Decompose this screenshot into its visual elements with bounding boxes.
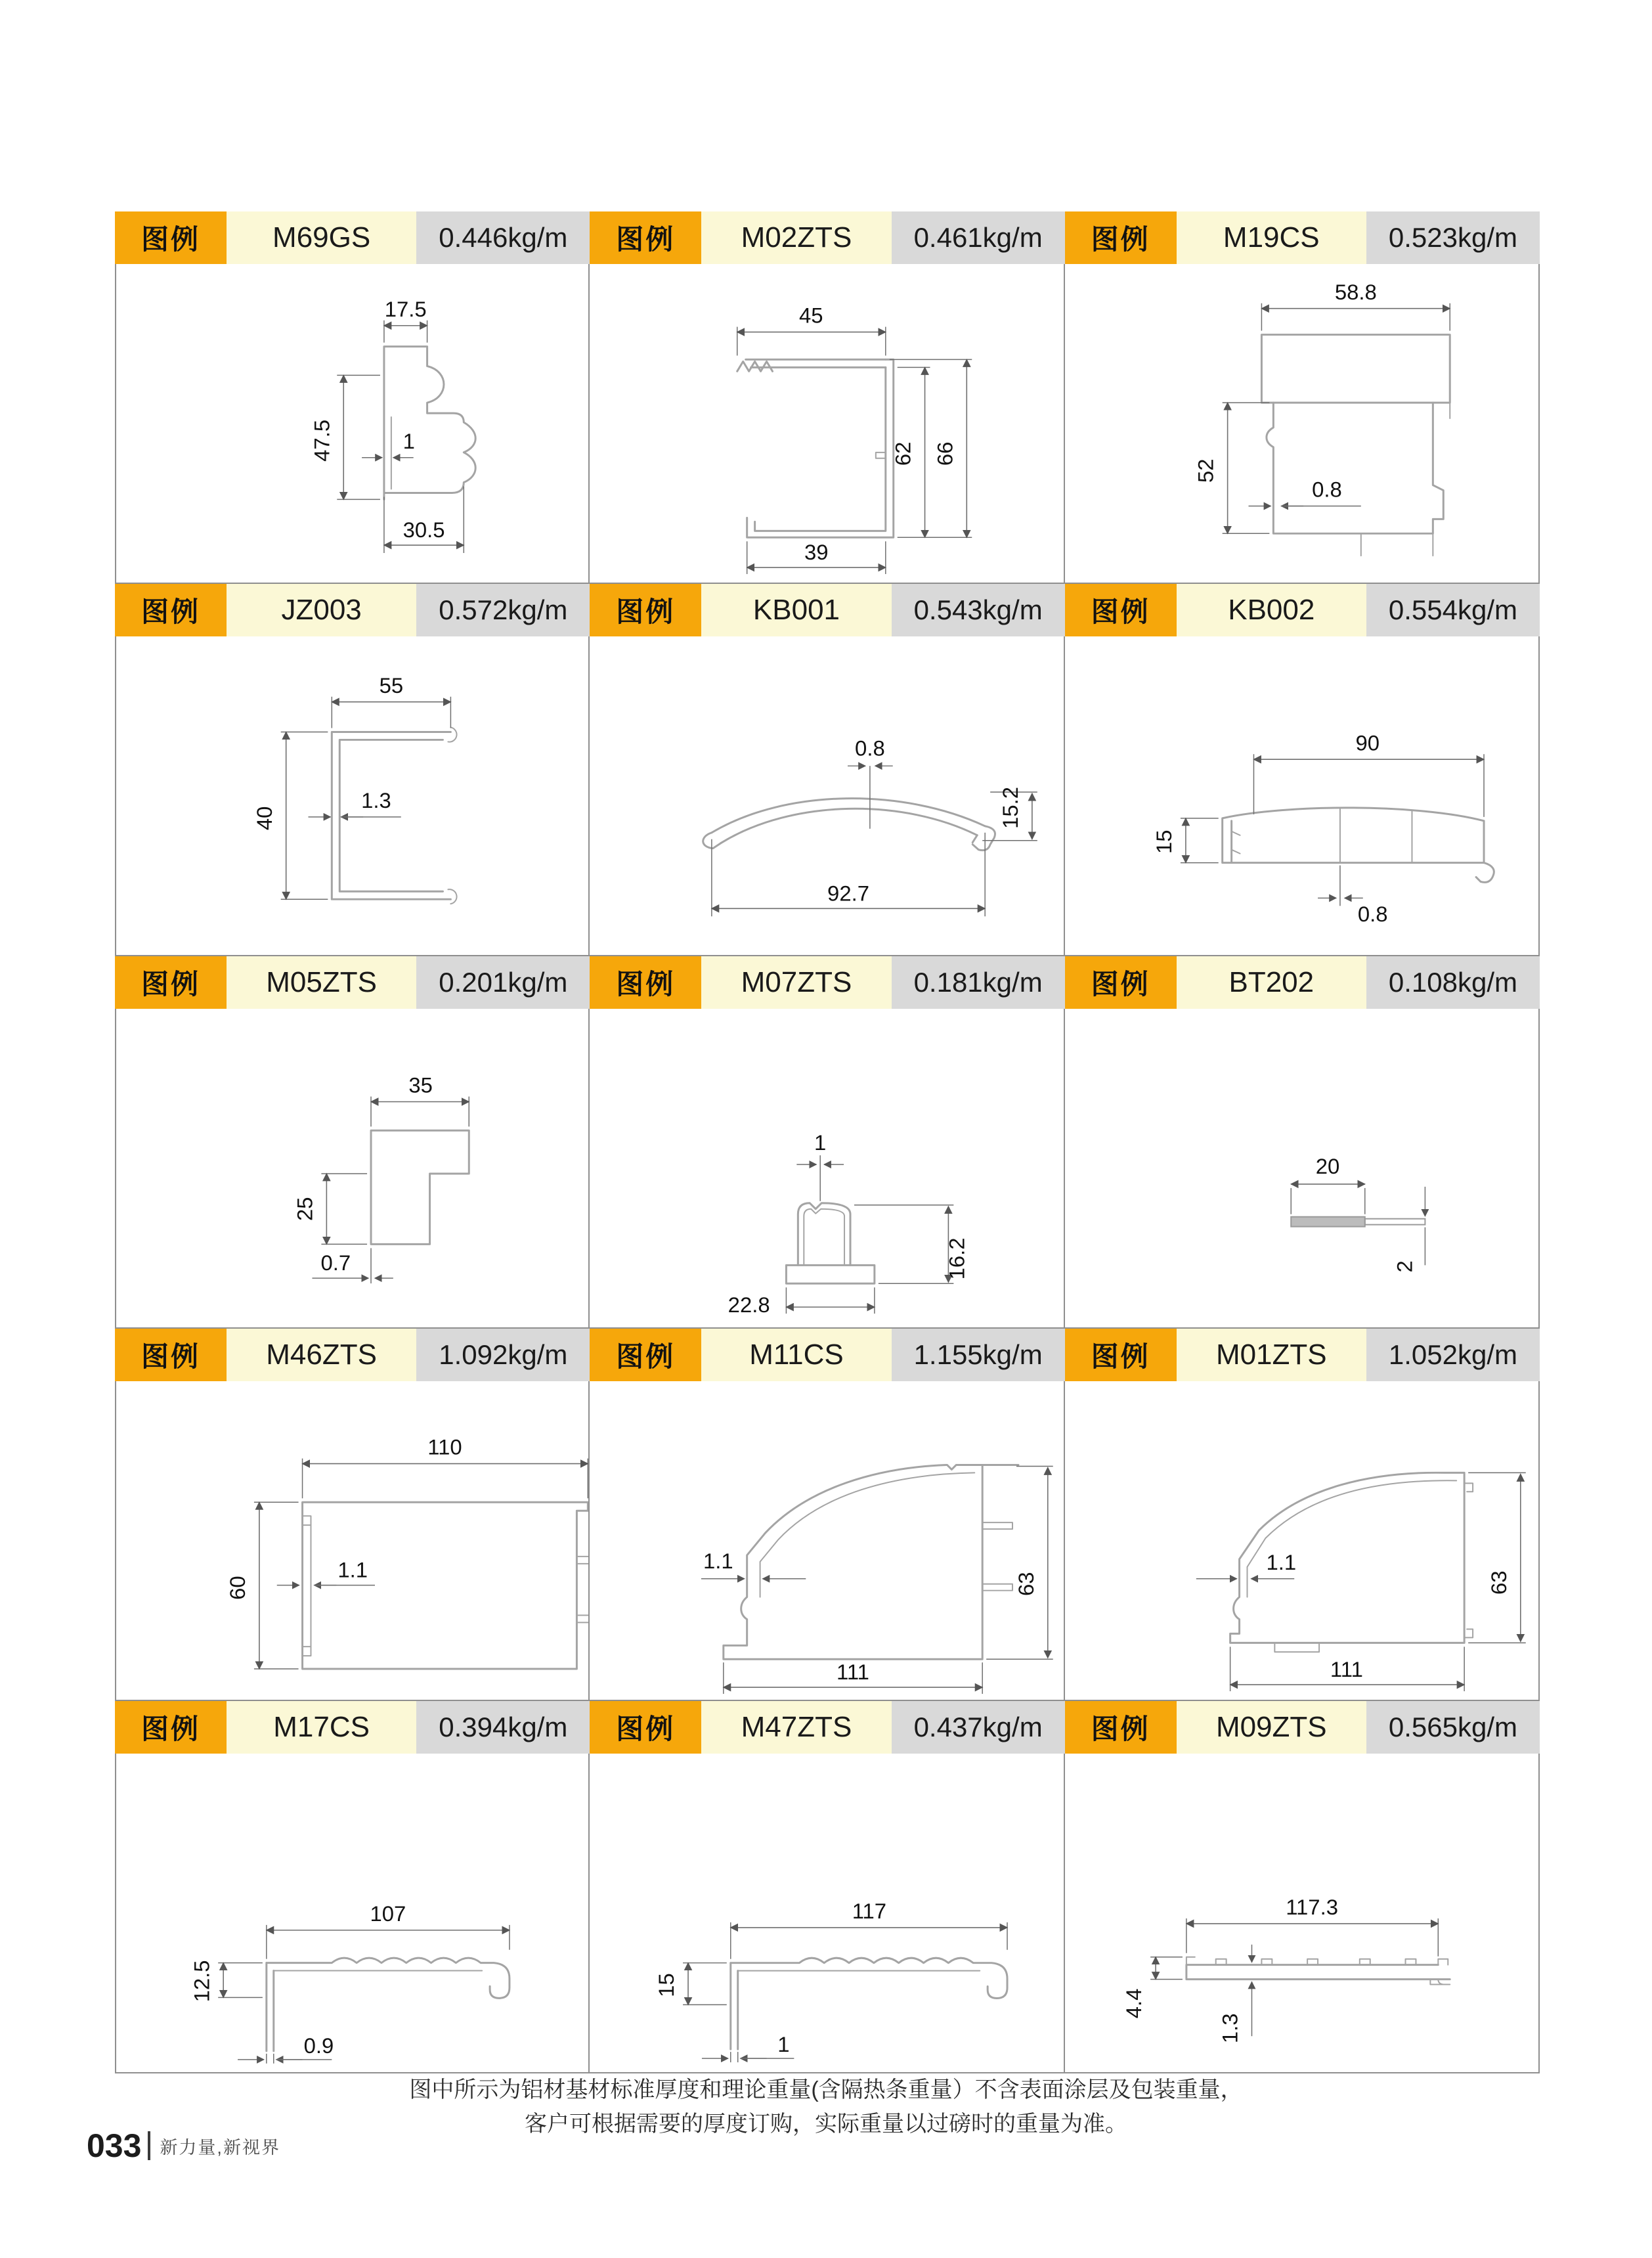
profile-code: M05ZTS <box>227 956 416 1009</box>
dimension-annotations <box>1291 1154 1425 1273</box>
card-header <box>115 1329 590 1381</box>
profile-card-m46zts <box>115 1329 590 1701</box>
dim-label: 62 <box>890 441 915 466</box>
dim-label: 1.1 <box>1266 1549 1296 1574</box>
dim-label: 1.1 <box>337 1557 368 1582</box>
profile-table <box>115 211 1540 2073</box>
dim-label: 35 <box>408 1073 433 1097</box>
profile-code: M01ZTS <box>1177 1329 1366 1381</box>
profile-weight: 1.155kg/m <box>892 1329 1065 1381</box>
legend-badge: 图例 <box>1065 1329 1177 1381</box>
profile-shape <box>371 1130 469 1244</box>
profile-card-m17cs <box>115 1701 590 2073</box>
drawing-m07zts <box>590 1009 1064 1329</box>
card-header <box>590 584 1064 636</box>
dim-label: 17.5 <box>384 296 427 321</box>
card-header <box>115 956 590 1009</box>
card-header <box>1065 584 1540 636</box>
dim-label: 4.4 <box>1121 1988 1146 2019</box>
card-header <box>590 1329 1064 1381</box>
profile-code: M11CS <box>701 1329 891 1381</box>
profile-shape <box>737 359 894 537</box>
profile-drawing-svg <box>590 264 1063 583</box>
profile-card-m05zts <box>115 956 590 1329</box>
drawing-m17cs <box>115 1754 590 2073</box>
dim-label: 0.8 <box>1357 902 1388 927</box>
dim-label: 1.1 <box>703 1548 734 1573</box>
profile-weight: 0.437kg/m <box>892 1701 1065 1754</box>
footer-note-line2: 客户可根据需要的厚度订购，实际重量以过磅时的重量为准。 <box>525 2112 1127 2136</box>
profile-code: JZ003 <box>227 584 416 636</box>
page-footer <box>87 2128 280 2163</box>
profile-card-m47zts <box>590 1701 1064 2073</box>
footer-note-line1: 图中所示为铝材基材标准厚度和理论重量(含隔热条重量）不含表面涂层及包装重量， <box>409 2077 1243 2102</box>
dimension-annotations <box>1193 280 1450 534</box>
card-header <box>1065 1329 1540 1381</box>
card-header <box>115 211 590 264</box>
profile-shape <box>787 1203 875 1283</box>
legend-badge: 图例 <box>1065 1701 1177 1754</box>
profile-shape <box>703 799 995 851</box>
dim-label: 107 <box>370 1901 406 1926</box>
drawing-m09zts <box>1065 1754 1540 2073</box>
dim-label: 25 <box>292 1197 317 1221</box>
dim-label: 2 <box>1392 1260 1417 1273</box>
dim-label: 0.8 <box>1311 477 1342 502</box>
legend-badge: 图例 <box>590 211 701 264</box>
drawing-kb002 <box>1065 636 1540 956</box>
dim-label: 16.2 <box>944 1237 969 1280</box>
profile-card-m69gs <box>115 211 590 584</box>
legend-badge: 图例 <box>590 584 701 636</box>
profile-shape <box>267 1958 510 2051</box>
dim-label: 92.7 <box>827 881 870 906</box>
dim-label: 0.8 <box>855 736 886 761</box>
drawing-m05zts <box>115 1009 590 1329</box>
legend-badge: 图例 <box>1065 584 1177 636</box>
drawing-m02zts <box>590 264 1064 584</box>
drawing-kb001 <box>590 636 1064 956</box>
dim-label: 15.2 <box>998 786 1023 829</box>
dimension-annotations <box>309 297 464 553</box>
profile-card-m09zts <box>1065 1701 1540 2073</box>
dim-label: 63 <box>1014 1572 1039 1597</box>
profile-code: BT202 <box>1177 956 1366 1009</box>
profile-weight: 0.565kg/m <box>1366 1701 1540 1754</box>
profile-drawing-svg <box>1065 1754 1538 2072</box>
dim-label: 45 <box>799 303 823 328</box>
dim-label: 90 <box>1355 730 1380 755</box>
profile-card-kb002 <box>1065 584 1540 956</box>
footer-slogan: 新力量,新视界 <box>160 2137 280 2158</box>
dim-label: 55 <box>379 673 404 697</box>
dim-label: 0.9 <box>303 2033 334 2058</box>
dim-label: 66 <box>932 441 957 466</box>
card-header <box>590 211 1064 264</box>
dimension-annotations <box>1152 730 1484 926</box>
dimension-annotations <box>737 303 972 574</box>
dim-label: 63 <box>1486 1570 1511 1595</box>
card-header <box>1065 956 1540 1009</box>
dim-label: 58.8 <box>1334 279 1377 304</box>
footer-divider <box>148 2131 150 2160</box>
legend-badge: 图例 <box>115 1329 227 1381</box>
profile-card-jz003 <box>115 584 590 956</box>
profile-shape <box>1186 1957 1450 1985</box>
profile-card-kb001 <box>590 584 1064 956</box>
dim-label: 0.7 <box>320 1251 351 1275</box>
dimension-annotations <box>728 1130 969 1317</box>
legend-badge: 图例 <box>115 956 227 1009</box>
legend-badge: 图例 <box>590 956 701 1009</box>
dim-label: 117 <box>852 1898 887 1923</box>
profile-code: M02ZTS <box>701 211 891 264</box>
dim-label: 20 <box>1315 1153 1339 1178</box>
profile-drawing-svg <box>1065 264 1538 583</box>
profile-shape <box>1291 1217 1425 1227</box>
dim-label: 1 <box>402 428 415 453</box>
drawing-m01zts <box>1065 1381 1540 1701</box>
dim-label: 39 <box>804 540 829 565</box>
profile-weight: 1.092kg/m <box>416 1329 590 1381</box>
legend-badge: 图例 <box>1065 956 1177 1009</box>
profile-weight: 1.052kg/m <box>1366 1329 1540 1381</box>
dim-label: 22.8 <box>728 1293 770 1317</box>
profile-card-bt202 <box>1065 956 1540 1329</box>
profile-drawing-svg <box>116 636 588 955</box>
profile-card-m01zts <box>1065 1329 1540 1701</box>
drawing-bt202 <box>1065 1009 1540 1329</box>
card-header <box>590 1701 1064 1754</box>
drawing-m19cs <box>1065 264 1540 584</box>
legend-badge: 图例 <box>115 584 227 636</box>
dim-label: 40 <box>251 806 276 831</box>
dimension-annotations <box>189 1901 510 2064</box>
profile-weight: 0.181kg/m <box>892 956 1065 1009</box>
drawing-m69gs <box>115 264 590 584</box>
legend-badge: 图例 <box>590 1329 701 1381</box>
profile-weight: 0.461kg/m <box>892 211 1065 264</box>
dim-label: 1 <box>777 2032 790 2057</box>
card-header <box>590 956 1064 1009</box>
profile-weight: 0.543kg/m <box>892 584 1065 636</box>
profile-drawing-svg <box>1065 636 1538 955</box>
profile-shape <box>384 347 475 500</box>
profile-drawing-svg <box>116 264 588 583</box>
legend-badge: 图例 <box>115 211 227 264</box>
page-number: 033 <box>87 2127 142 2164</box>
profile-drawing-svg <box>116 1754 588 2072</box>
profile-drawing-svg <box>590 636 1063 955</box>
profile-code: M46ZTS <box>227 1329 416 1381</box>
dim-label: 110 <box>427 1434 462 1459</box>
profile-code: KB002 <box>1177 584 1366 636</box>
profile-drawing-svg <box>1065 1381 1538 1700</box>
profile-card-m07zts <box>590 956 1064 1329</box>
card-header <box>1065 211 1540 264</box>
profile-drawing-svg <box>590 1754 1063 2072</box>
profile-drawing-svg <box>116 1009 588 1327</box>
profile-card-m11cs <box>590 1329 1064 1701</box>
profile-weight: 0.394kg/m <box>416 1701 590 1754</box>
profile-card-m02zts <box>590 211 1064 584</box>
profile-weight: 0.554kg/m <box>1366 584 1540 636</box>
dim-label: 1.3 <box>361 787 391 812</box>
profile-drawing-svg <box>1065 1009 1538 1327</box>
profile-code: M09ZTS <box>1177 1701 1366 1754</box>
profile-shape <box>1222 808 1494 883</box>
drawing-m47zts <box>590 1754 1064 2073</box>
dim-label: 15 <box>654 1973 679 1997</box>
profile-shape <box>731 1958 1007 2049</box>
dim-label: 111 <box>1330 1657 1363 1682</box>
profile-code: M17CS <box>227 1701 416 1754</box>
dim-label: 1.3 <box>1217 2013 1242 2044</box>
drawing-jz003 <box>115 636 590 956</box>
profile-card-m19cs <box>1065 211 1540 584</box>
drawing-m11cs <box>590 1381 1064 1701</box>
legend-badge: 图例 <box>115 1701 227 1754</box>
profile-weight: 0.201kg/m <box>416 956 590 1009</box>
profile-shape <box>724 1465 1018 1659</box>
dimension-annotations <box>1121 1895 1438 2043</box>
profile-weight: 0.446kg/m <box>416 211 590 264</box>
legend-badge: 图例 <box>590 1701 701 1754</box>
dim-label: 47.5 <box>309 419 334 462</box>
profile-code: M19CS <box>1177 211 1366 264</box>
dimension-annotations <box>292 1073 469 1284</box>
dim-label: 12.5 <box>189 1960 214 2003</box>
legend-badge: 图例 <box>1065 211 1177 264</box>
profile-drawing-svg <box>590 1381 1063 1700</box>
dim-label: 30.5 <box>402 518 445 542</box>
card-header <box>115 1701 590 1754</box>
dimension-annotations <box>654 1899 1007 2062</box>
profile-shape <box>332 728 456 904</box>
dimension-annotations <box>1196 1472 1525 1691</box>
dim-label: 52 <box>1193 458 1218 483</box>
profile-weight: 0.108kg/m <box>1366 956 1540 1009</box>
card-header <box>1065 1701 1540 1754</box>
profile-code: KB001 <box>701 584 891 636</box>
card-header <box>115 584 590 636</box>
dim-label: 111 <box>837 1660 870 1685</box>
profile-weight: 0.523kg/m <box>1366 211 1540 264</box>
profile-drawing-svg <box>590 1009 1063 1327</box>
dimension-annotations <box>252 673 451 899</box>
dim-label: 15 <box>1151 830 1176 854</box>
profile-code: M69GS <box>227 211 416 264</box>
profile-code: M07ZTS <box>701 956 891 1009</box>
profile-weight: 0.572kg/m <box>416 584 590 636</box>
profile-shape <box>1261 335 1450 556</box>
drawing-m46zts <box>115 1381 590 1701</box>
profile-drawing-svg <box>116 1381 588 1700</box>
profile-code: M47ZTS <box>701 1701 891 1754</box>
dimension-annotations <box>225 1435 588 1669</box>
dim-label: 60 <box>225 1576 250 1600</box>
dim-label: 1 <box>814 1130 827 1155</box>
dim-label: 117.3 <box>1285 1894 1338 1919</box>
